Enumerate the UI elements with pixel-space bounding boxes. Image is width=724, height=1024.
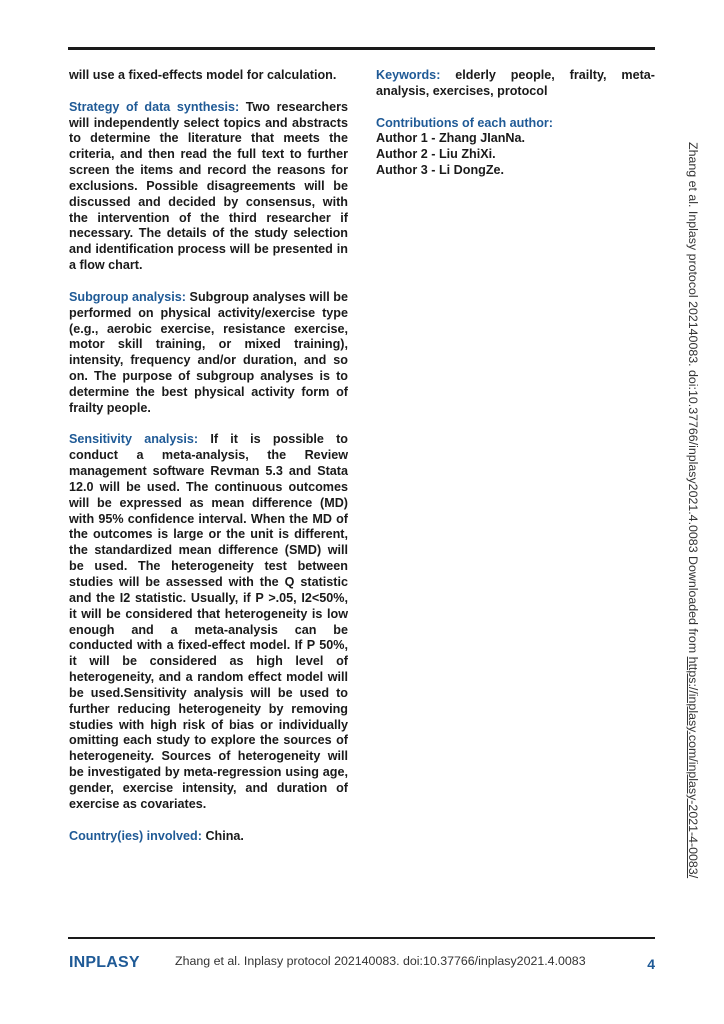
intro-text: will use a fixed-effects model for calculation.	[69, 68, 337, 82]
country-heading: Country(ies) involved:	[69, 828, 202, 843]
strategy-text: Two researchers will independently select topics and abstracts to determine the literature that meets the criteria, and then read the full text to further screen the items and record the reasons for exclusions. Possible disagreements will be discussed and decided by consensus, with the intervention of the third researcher if necessary. The details of the study selection and identification process will be presented in a flow chart.	[69, 99, 348, 273]
keywords-text: elderly people, frailty, meta-analysis, exercises, protocol	[376, 68, 655, 98]
strategy-paragraph	[69, 100, 348, 274]
page-footer	[69, 951, 655, 975]
footer-citation: Zhang et al. Inplasy protocol 202140083. doi:10.37766/inplasy2021.4.0083	[175, 954, 586, 968]
contributions-section	[376, 116, 655, 179]
page-number: 4	[647, 956, 655, 972]
author-line: Author 3 - Li DongZe.	[376, 163, 505, 178]
sensitivity-paragraph	[69, 432, 348, 812]
footer-rule	[68, 937, 655, 939]
author-line: Author 2 - Liu ZhiXi.	[376, 147, 496, 162]
footer-brand-logo: INPLASY	[69, 954, 140, 971]
strategy-heading: Strategy of data synthesis:	[69, 99, 240, 114]
author-line: Author 1 - Zhang JIanNa.	[376, 131, 526, 146]
sensitivity-heading: Sensitivity analysis:	[69, 432, 199, 447]
download-link[interactable]: https://inplasy.com/inplasy-2021-4-0083/	[686, 656, 700, 879]
country-paragraph	[69, 829, 348, 845]
subgroup-paragraph	[69, 290, 348, 417]
sensitivity-text: If it is possible to conduct a meta-analysis, the Review management software Revman 5.3 and Stata 12.0 will be used. The continuous outcomes will be expressed as mean difference (MD) with 95% confidence interval. When the MD of the outcomes is large or the unit is different, the standardized mean difference (SMD) will be used. The heterogeneity test between studies will be assessed with the Q statistic and the I2 statistic. Usually, if P >.05, I2<50%, it will be considered that heterogeneity is low enough and a meta-analysis can be conducted with a fixed-effect model. If P 50%, it will be considered as high level of heterogeneity, and a random effect model will be used.Sensitivity analysis will be used to further reducing heterogeneity by removing studies with high risk of bias or individually omitting each study to explore the sources of heterogeneity. Sources of heterogeneity will be investigated by meta-regression using age, gender, exercise intensity, and duration of exercise as covariates.	[69, 432, 348, 811]
side-download-note	[686, 142, 700, 878]
header-rule	[68, 47, 655, 50]
side-note-prefix: Zhang et al. Inplasy protocol 202140083. doi:10.37766/inplasy2021.4.0083 Downloaded from	[686, 142, 700, 657]
keywords-heading: Keywords:	[376, 68, 441, 82]
intro-paragraph	[69, 68, 348, 84]
contributions-heading: Contributions of each author:	[376, 115, 554, 130]
right-column	[376, 68, 655, 179]
subgroup-heading: Subgroup analysis:	[69, 289, 186, 304]
subgroup-text: Subgroup analyses will be performed on physical activity/exercise type (e.g., aerobic exercise, resistance exercise, motor skill training, or mixed training), intensity, frequency and/or duration, and so on. The purpose of subgroup analyses is to determine the best physical activity form of frailty people.	[69, 289, 348, 415]
left-column	[69, 68, 348, 844]
country-text: China.	[201, 828, 244, 843]
keywords-paragraph	[376, 68, 655, 100]
